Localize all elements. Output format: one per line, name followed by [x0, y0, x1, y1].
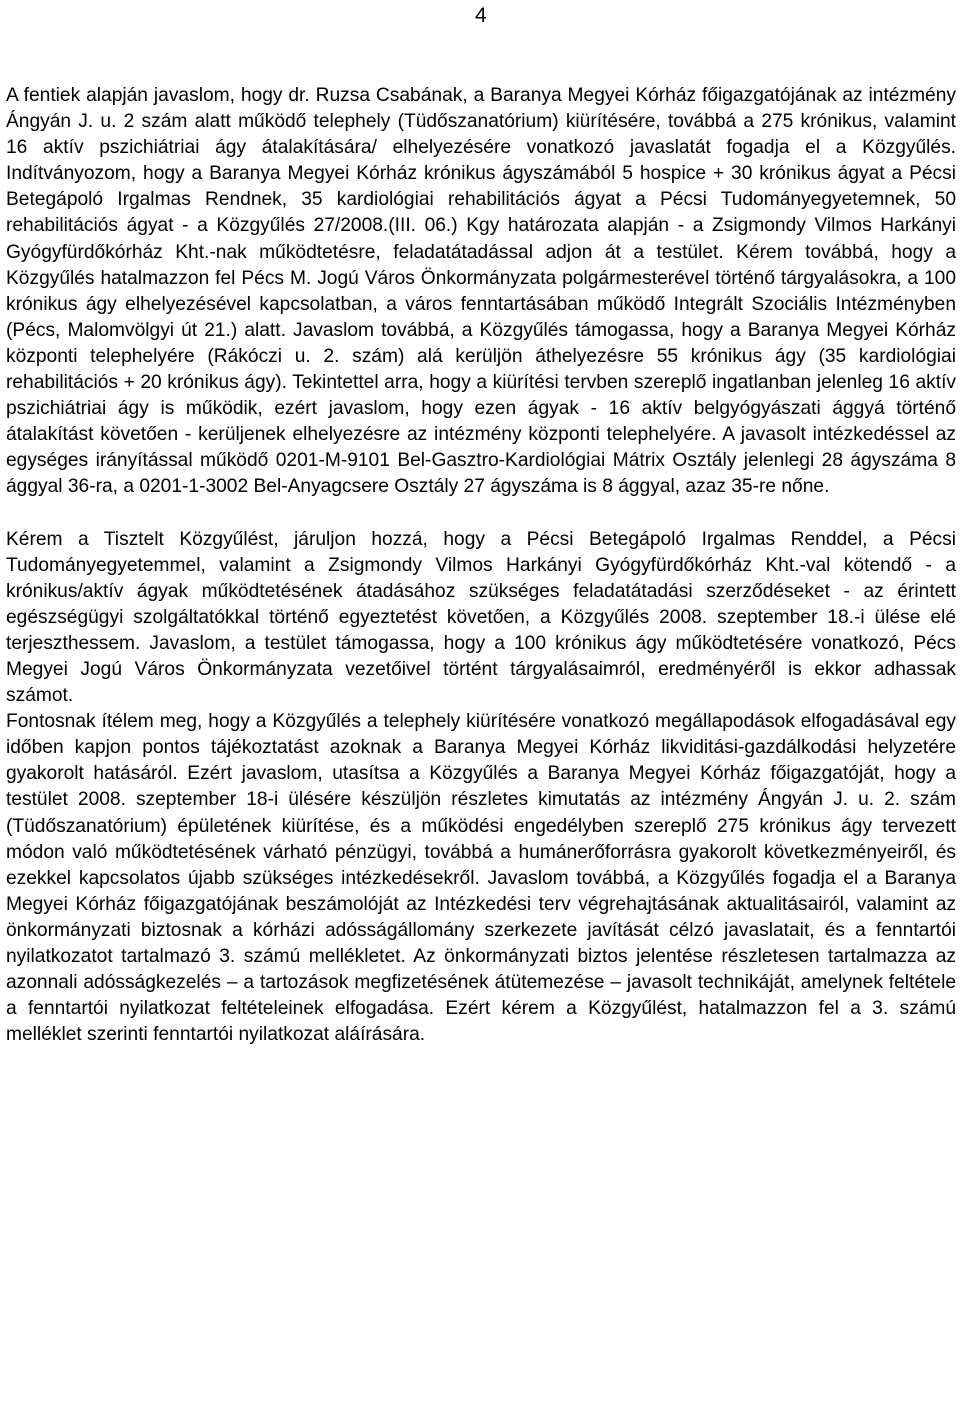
page-number: 4 [475, 4, 487, 27]
paragraph-proposal: A fentiek alapján javaslom, hogy dr. Ruzsa Csabának, a Baranya Megyei Kórház főigazgatójának az intézmény Ángyán J. u. 2 szám alatt működő telephely (Tüdőszanatórium) kiürítésére, továbbá a 275 krónikus, valamint 16 aktív pszichiátriai ágy átalakítására/ elhelyezésére vonatkozó javaslatát fogadja el a Közgyűlés. Indítványozom, hogy a Baranya Megyei Kórház krónikus ágyszámából 5 hospice + 30 krónikus ágyat a Pécsi Betegápoló Irgalmas Rendnek, 35 kardiológiai rehabilitációs ágyat a Pécsi Tudományegyetemnek, 50 rehabilitációs ágyat - a Közgyűlés 27/2008.(III. 06.) Kgy határozata alapján - a Zsigmondy Vilmos Harkányi Gyógyfürdőkórház Kht.-nak működtetésre, feladatátadással adjon át a testület. Kérem továbbá, hogy a Közgyűlés hatalmazzon fel Pécs M. Jogú Város Önkormányzata polgármesterével történő tárgyalásokra, a 100 krónikus ágy elhelyezésével kapcsolatban, a város fenntartásában működő Integrált Szociális Intézményben (Pécs, Malomvölgyi út 21.) alatt. Javaslom továbbá, a Közgyűlés támogassa, hogy a Baranya Megyei Kórház központi telephelyére (Rákóczi u. 2. szám) alá kerüljön áthelyezésre 55 krónikus ágy (35 kardiológiai rehabilitációs + 20 krónikus ágy). Tekintettel arra, hogy a kiürítési tervben szereplő ingatlanban jelenleg 16 aktív pszichiátriai ágy is működik, ezért javaslom, hogy ezen ágyak - 16 aktív belgyógyászati ággyá történő átalakítást követően - kerüljenek elhelyezésre az intézmény központi telephelyére. A javasolt intézkedéssel az egységes irányítással működő 0201-M-9101 Bel-Gasztro-Kardiológiai Mátrix Osztály jelenlegi 28 ágyszáma 8 ággyal 36-ra, a 0201-1-3002 Bel-Anyagcsere Osztály 27 ágyszáma is 8 ággyal, azaz 35-re nőne. [6, 85, 956, 498]
paragraph-financial-report: Fontosnak ítélem meg, hogy a Közgyűlés a telephely kiürítésére vonatkozó megállapodások elfogadásával egy időben kapjon pontos tájékoztatást azoknak a Baranya Megyei Kórház likviditási-gazdálkodási helyzetére gyakorolt hatásáról. Ezért javaslom, utasítsa a Közgyűlés a Baranya Megyei Kórház főigazgatóját, hogy a testület 2008. szeptember 18-i ülésére készüljön részletes kimutatás az intézmény Ángyán J. u. 2. szám (Tüdőszanatórium) épületének kiürítése, és a működési engedélyben szereplő 275 krónikus ágy tervezett módon való működtetésének várható pénzügyi, továbbá a humánerőforrásra gyakorolt következményeiről, és ezekkel kapcsolatos újabb szükséges intézkedésekről. Javaslom továbbá, a Közgyűlés fogadja el a Baranya Megyei Kórház főigazgatójának beszámolóját az Intézkedési terv végrehajtásának aktualitásairól, valamint az önkormányzati biztosnak a kórházi adósságállomány szerkezete javítását célzó javaslatait, és a fenntartói nyilatkozatot tartalmazó 3. számú mellékletet. Az önkormányzati biztos jelentése részletesen tartalmazza az azonnali adósságkezelés – a tartozások megfizetésének átütemezése – javasolt technikáját, amelynek feltétele a fenntartói nyilatkozat feltételeinek elfogadása. Ezért kérem a Közgyűlést, hatalmazzon fel a 3. számú melléklet szerinti fenntartói nyilatkozat aláírására. [6, 711, 956, 1046]
paragraph-contracts: Kérem a Tisztelt Közgyűlést, járuljon hozzá, hogy a Pécsi Betegápoló Irgalmas Renddel, a Pécsi Tudományegyetemmel, valamint a Zsigmondy Vilmos Harkányi Gyógyfürdőkórház Kht.-val kötendő - a krónikus/aktív ágyak működtetésének átadásához szükséges feladatátadási szerződéseket - az érintett egészségügyi szolgáltatókkal történő egyeztetést követően, a Közgyűlés 2008. szeptember 18.-i ülése elé terjeszthessem. Javaslom, a testület támogassa, hogy a 100 krónikus ágy működtetésére vonatkozó, Pécs Megyei Jogú Város Önkormányzata vezetőivel történt tárgyalásaimról, eredményéről is ekkor adhassak számot. [6, 528, 956, 707]
document-body [6, 83, 956, 1048]
